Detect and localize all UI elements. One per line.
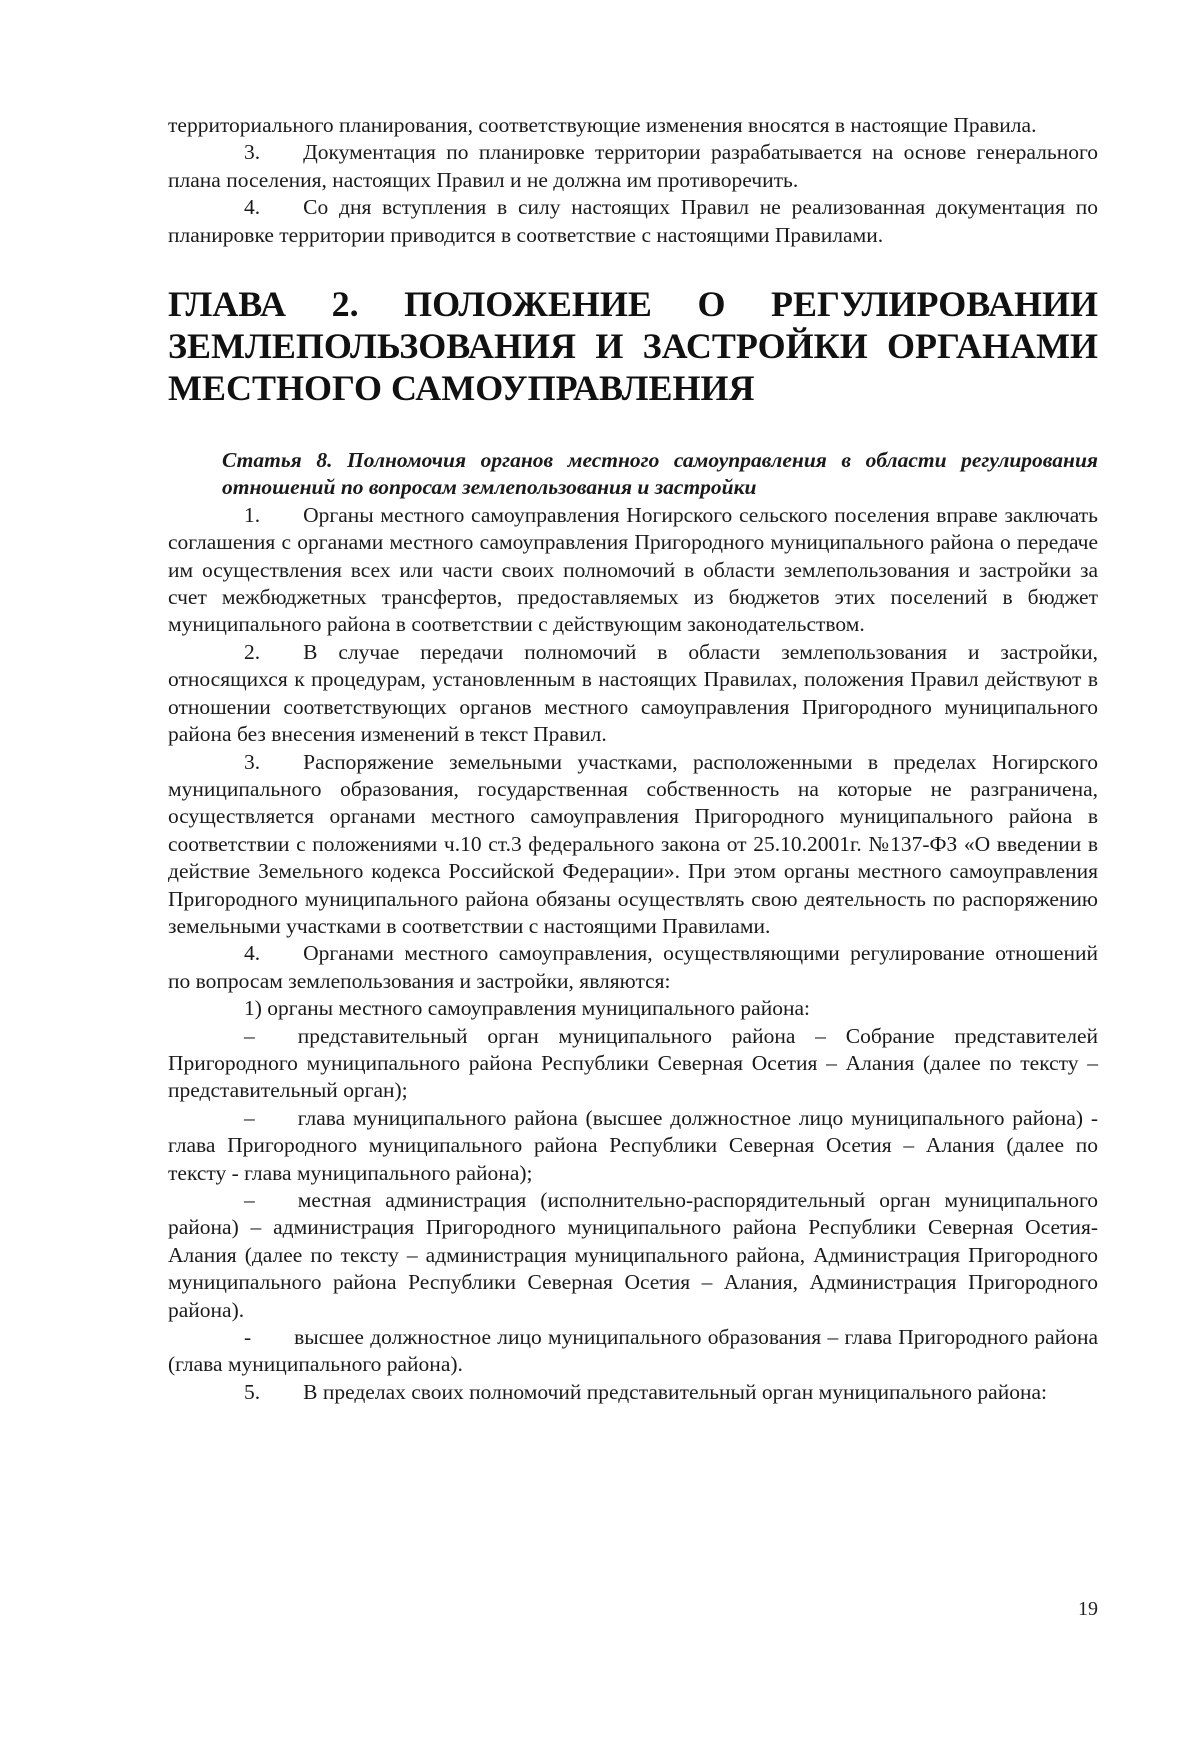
- list-item-district-head: – глава муниципального района (высшее должностное лицо муниципального района) - глава Пригородного муниципального района Республики Северная Осетия – Алания (далее по тексту - глава муниципального района);: [168, 1105, 1098, 1185]
- intro-paragraph-2: 3. Документация по планировке территории разрабатывается на основе генерального плана поселения, настоящих Правил и не должна им противоречить.: [168, 140, 1098, 192]
- page-number: 19: [1078, 1598, 1098, 1620]
- document-page: [168, 112, 1098, 1406]
- chapter-heading: [168, 283, 1098, 409]
- list-item-highest-official: - высшее должностное лицо муниципального образования – глава Пригородного района (глава муниципального района).: [168, 1325, 1098, 1377]
- list-heading: 1) органы местного самоуправления муниципального района:: [244, 996, 810, 1021]
- intro-paragraph-1: территориального планирования, соответствующие изменения вносятся в настоящие Правила.: [168, 113, 1037, 137]
- chapter-heading-line-3: МЕСТНОГО САМОУПРАВЛЕНИЯ: [168, 368, 755, 409]
- paragraph-1: 1. Органы местного самоуправления Ногирского сельского поселения вправе заключать соглашения с органами местного самоуправления Пригородного муниципального района о передаче им осуществления всех или части своих полномочий в области землепользования и застройки за счет межбюджетных трансфертов, предоставляемых из бюджетов этих поселений в бюджет муниципального района в соответствии с действующим законодательством.: [168, 502, 1098, 637]
- intro-paragraph-3: 4. Со дня вступления в силу настоящих Правил не реализованная документация по планировке территории приводится в соответствие с настоящими Правилами.: [168, 195, 1098, 247]
- chapter-heading-line-2: ЗЕМЛЕПОЛЬЗОВАНИЯ И ЗАСТРОЙКИ ОРГАНАМИ: [168, 326, 1098, 367]
- list-item-representative-body: – представительный орган муниципального района – Собрание представителей Пригородного муниципального района Республики Северная Осетия – Алания (далее по тексту – представительный орган);: [168, 1023, 1098, 1103]
- list-item-local-administration: – местная администрация (исполнительно-распорядительный орган муниципального района) – администрация Пригородного муниципального района Республики Северная Осетия-Алания (далее по тексту – администрация муниципального района, Администрация Пригородного муниципального района Республики Северная Осетия – Алания, Администрация Пригородного района).: [168, 1188, 1098, 1322]
- chapter-heading-line-1: ГЛАВА 2. ПОЛОЖЕНИЕ О РЕГУЛИРОВАНИИ: [168, 284, 1098, 325]
- paragraph-4: 4. Органами местного самоуправления, осуществляющими регулирование отношений по вопросам землепользования и застройки, являются:: [168, 941, 1098, 993]
- paragraph-3: 3. Распоряжение земельными участками, расположенными в пределах Ногирского муниципального образования, государственная собственность на которые не разграничена, осуществляется органами местного самоуправления Пригородного муниципального района в соответствии с положениями ч.10 ст.3 федерального закона от 25.10.2001г. №137-ФЗ «О введении в действие Земельного кодекса Российской Федерации». При этом органы местного самоуправления Пригородного муниципального района обязаны осуществлять свою деятельность по распоряжению земельными участками в соответствии с настоящими Правилами.: [168, 749, 1098, 938]
- paragraph-2: 2. В случае передачи полномочий в области землепользования и застройки, относящихся к процедурам, установленным в настоящих Правилах, положения Правил действуют в отношении соответствующих органов местного самоуправления Пригородного муниципального района без внесения изменений в текст Правил.: [168, 639, 1098, 747]
- paragraph-5: 5. В пределах своих полномочий представительный орган муниципального района:: [244, 1379, 1047, 1404]
- article-heading: Статья 8. Полномочия органов местного самоуправления в области регулирования отношений по вопросам землепользования и застройки: [222, 448, 1098, 500]
